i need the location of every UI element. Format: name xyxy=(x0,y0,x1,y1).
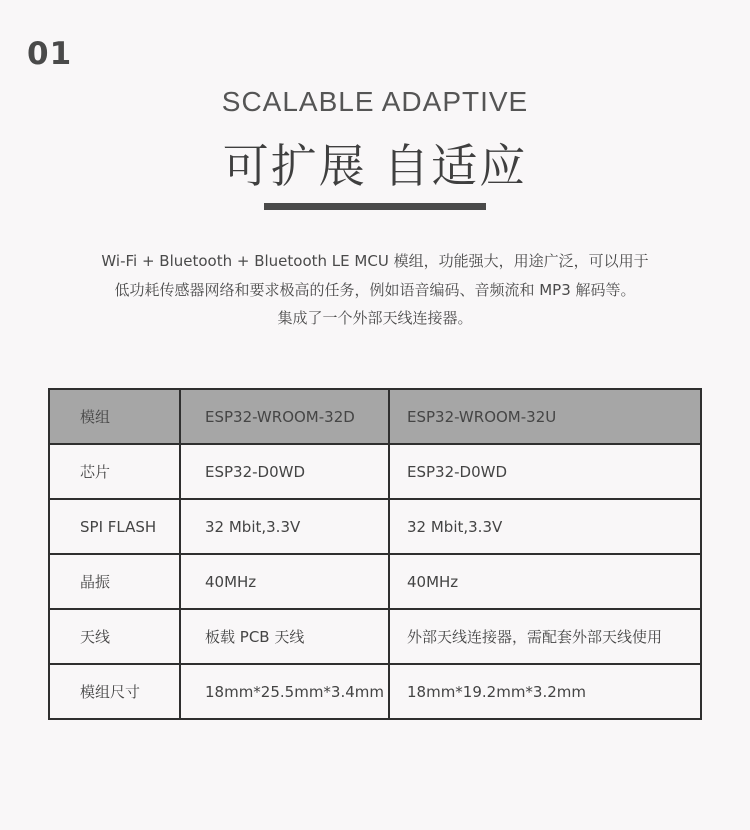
table-row xyxy=(49,609,701,664)
table-cell-col1: ESP32-D0WD xyxy=(180,444,389,499)
table-cell-col1: 18mm*25.5mm*3.4mm xyxy=(180,664,389,719)
table-cell-col2: 外部天线连接器，需配套外部天线使用 xyxy=(389,609,701,664)
table-row xyxy=(49,444,701,499)
spec-table xyxy=(48,388,702,720)
table-row xyxy=(49,664,701,719)
table-cell-label: 模组 xyxy=(49,389,180,444)
title-english: SCALABLE ADAPTIVE xyxy=(221,86,529,117)
intro-line-3: 集成了一个外部天线连接器。 xyxy=(277,309,473,327)
table-cell-col1: 32 Mbit,3.3V xyxy=(180,499,389,554)
table-cell-col2: ESP32-D0WD xyxy=(389,444,701,499)
table-cell-col2: ESP32-WROOM-32U xyxy=(389,389,701,444)
intro-paragraph xyxy=(60,247,690,333)
table-cell-col2: 40MHz xyxy=(389,554,701,609)
intro-line-2: 低功耗传感器网络和要求极高的任务，例如语音编码、音频流和 MP3 解码等。 xyxy=(114,280,636,299)
table-cell-label: 晶振 xyxy=(49,554,180,609)
intro-line-1: Wi-Fi + Bluetooth + Bluetooth LE MCU 模组，功能强大，用途广泛，可以用于 xyxy=(101,252,649,270)
table-cell-col1: 板载 PCB 天线 xyxy=(180,609,389,664)
table-cell-col2: 32 Mbit,3.3V xyxy=(389,499,701,554)
title-divider xyxy=(264,203,486,210)
table-row xyxy=(49,554,701,609)
table-header-row xyxy=(49,389,701,444)
table-cell-label: SPI FLASH xyxy=(49,499,180,554)
table-cell-col1: 40MHz xyxy=(180,554,389,609)
table-cell-col2: 18mm*19.2mm*3.2mm xyxy=(389,664,701,719)
table-cell-col1: ESP32-WROOM-32D xyxy=(180,389,389,444)
table-cell-label: 天线 xyxy=(49,609,180,664)
table-cell-label: 模组尺寸 xyxy=(49,664,180,719)
section-number: 01 xyxy=(27,36,73,72)
table-cell-label: 芯片 xyxy=(49,444,180,499)
table-row xyxy=(49,499,701,554)
title-chinese: 可扩展 自适应 xyxy=(222,139,528,193)
